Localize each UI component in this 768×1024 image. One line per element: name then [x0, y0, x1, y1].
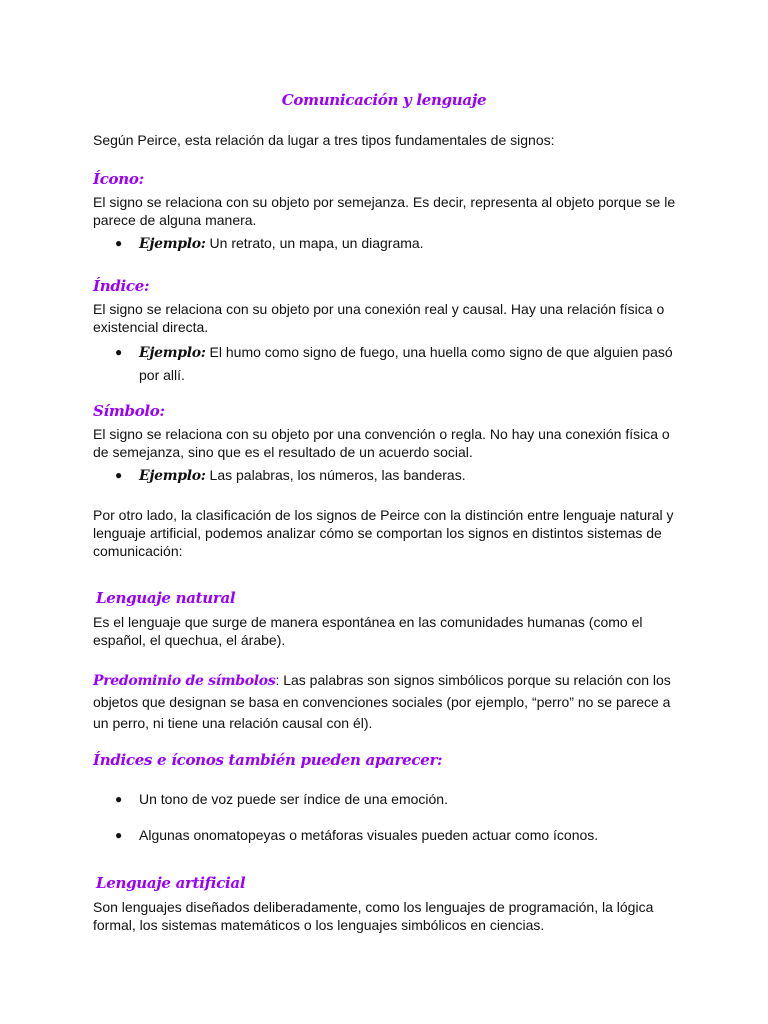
bullet-icon: ●: [115, 468, 123, 482]
indice-text: El signo se relaciona con su objeto por una conexión real y causal. Hay una relación física o existencial directa.: [93, 301, 665, 335]
simbolo-example-text: Las palabras, los números, las banderas.: [205, 467, 466, 483]
indice-example-text: El humo como signo de fuego, una huella como signo de que alguien pasó por allí.: [139, 344, 673, 383]
document-title: Comunicación y lenguaje: [281, 91, 487, 109]
predominio-label: Predominio de símbolos: [93, 673, 276, 689]
list-item: [115, 790, 679, 808]
artificial-heading: Lenguaje artificial: [96, 874, 246, 892]
list-item-text: Un tono de voz puede ser índice de una emoción.: [139, 791, 448, 807]
natural-text: Es el lenguaje que surge de manera espontánea en las comunidades humanas (como el español, el quechua, el árabe).: [93, 614, 643, 648]
simbolo-text: El signo se relaciona con su objeto por una convención o regla. No hay una conexión física o de semejanza, sino que es el resultado de un acuerdo social.: [93, 426, 670, 460]
indice-example-label: Ejemplo:: [139, 345, 206, 361]
icono-heading: Ícono:: [93, 170, 144, 188]
icono-example-label: Ejemplo:: [139, 236, 206, 252]
simbolo-example-item: [115, 466, 679, 485]
indices-iconos-heading: Índices e íconos también pueden aparecer:: [93, 751, 443, 769]
simbolo-heading: Símbolo:: [93, 402, 165, 420]
predominio-text: : Las palabras son signos simbólicos porque su relación con los objetos que designan se basa en convenciones sociales (por ejemplo, “perro” no se parece a un perro, ni tiene una relación causal con él).: [93, 672, 671, 731]
natural-heading: Lenguaje natural: [96, 589, 236, 607]
indice-example-item: [115, 341, 679, 386]
list-item-text: Algunas onomatopeyas o metáforas visuales pueden actuar como íconos.: [139, 827, 599, 843]
icono-example-text: Un retrato, un mapa, un diagrama.: [205, 235, 424, 251]
bullet-icon: ●: [115, 236, 123, 250]
icono-text: El signo se relaciona con su objeto por semejanza. Es decir, representa al objeto porque se le parece de alguna manera.: [93, 194, 676, 228]
predominio-paragraph: [93, 670, 678, 734]
bullet-icon: ●: [115, 828, 123, 842]
bullet-icon: ●: [115, 792, 123, 806]
bullet-icon: ●: [115, 345, 123, 359]
icono-example-item: [115, 234, 679, 253]
list-item: [115, 826, 679, 844]
simbolo-example-label: Ejemplo:: [139, 468, 206, 484]
transition-paragraph: Por otro lado, la clasificación de los signos de Peirce con la distinción entre lenguaje natural y lenguaje artificial, podemos analizar cómo se comportan los signos en distintos sistemas de comunicación:: [93, 507, 674, 559]
intro-paragraph: Según Peirce, esta relación da lugar a tres tipos fundamentales de signos:: [93, 132, 555, 148]
indice-heading: Índice:: [93, 277, 150, 295]
artificial-text: Son lenguajes diseñados deliberadamente, como los lenguajes de programación, la lógica formal, los sistemas matemáticos o los lenguajes simbólicos en ciencias.: [93, 899, 654, 933]
